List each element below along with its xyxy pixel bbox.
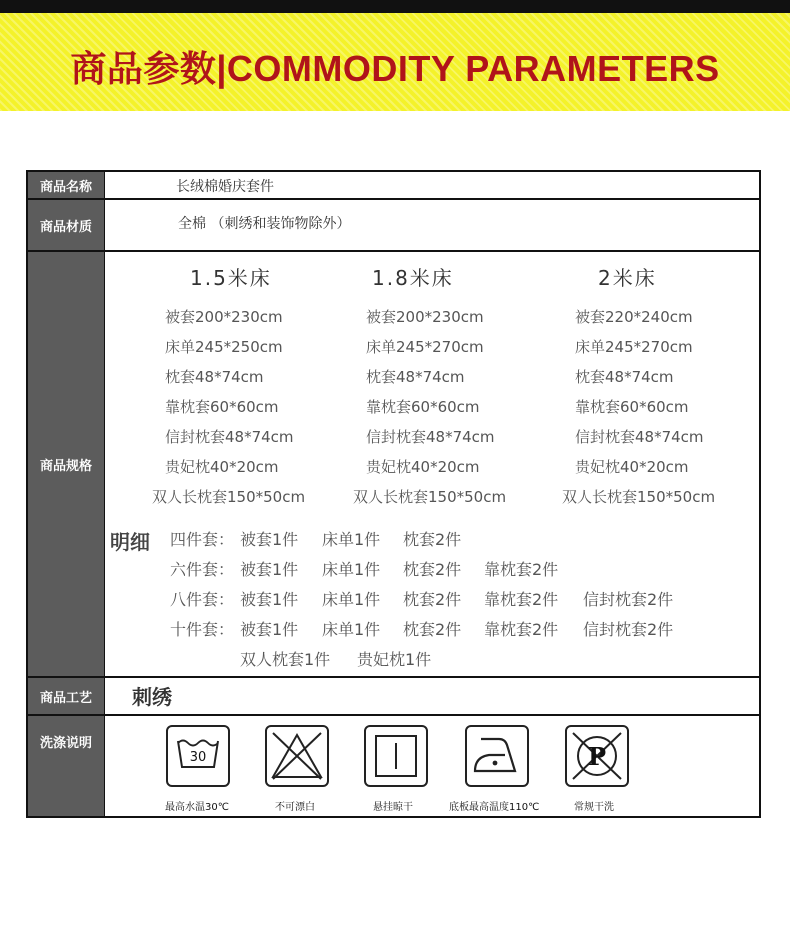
hang-dry-icon [364, 725, 428, 787]
spec-item: 被套220*240cm [575, 308, 693, 326]
row-divider [28, 198, 759, 200]
care-caption: 常规干洗 [574, 802, 614, 813]
craft-value: 刺绣 [132, 685, 172, 709]
detail-item: 床单1件 [322, 560, 381, 579]
spec-item: 枕套48*74cm [366, 368, 465, 386]
spec-item: 贵妃枕40*20cm [165, 458, 279, 476]
detail-item: 贵妃枕1件 [357, 650, 432, 669]
material-value: 全棉 （刺绣和装饰物除外） [178, 216, 351, 232]
wash-temp-number: 30 [189, 750, 207, 765]
spec-column-title: 2米床 [598, 266, 657, 290]
spec-item: 靠枕套60*60cm [366, 398, 480, 416]
detail-item: 靠枕套2件 [484, 620, 559, 639]
care-caption: 不可漂白 [275, 802, 315, 813]
spec-item: 床单245*250cm [165, 338, 283, 356]
detail-item: 枕套2件 [403, 590, 462, 609]
detail-item: 被套1件 [240, 620, 299, 639]
detail-item: 双人枕套1件 [240, 650, 331, 669]
detail-item: 被套1件 [240, 530, 299, 549]
row-divider [28, 714, 759, 716]
detail-item: 床单1件 [322, 590, 381, 609]
label-product-name: 商品名称 [28, 172, 104, 198]
spec-item: 靠枕套60*60cm [165, 398, 279, 416]
detail-item: 床单1件 [322, 620, 381, 639]
top-black-bar [0, 0, 790, 13]
spec-item: 床单245*270cm [575, 338, 693, 356]
care-caption: 悬挂晾干 [373, 802, 413, 813]
spec-item: 枕套48*74cm [165, 368, 264, 386]
spec-column-title: 1.5米床 [190, 266, 272, 290]
detail-item: 被套1件 [240, 560, 299, 579]
detail-item: 被套1件 [240, 590, 299, 609]
spec-item: 信封枕套48*74cm [366, 428, 495, 446]
spec-column-title: 1.8米床 [372, 266, 454, 290]
iron-icon [465, 725, 529, 787]
detail-set-label: 四件套： [170, 530, 235, 549]
spec-item: 贵妃枕40*20cm [575, 458, 689, 476]
detail-item: 枕套2件 [403, 530, 462, 549]
detail-set-label: 十件套： [170, 620, 235, 639]
detail-item: 信封枕套2件 [583, 620, 674, 639]
detail-item: 靠枕套2件 [484, 590, 559, 609]
spec-item: 贵妃枕40*20cm [366, 458, 480, 476]
spec-item: 床单245*270cm [366, 338, 484, 356]
care-caption: 底板最高温度110℃ [449, 802, 540, 813]
label-craft: 商品工艺 [28, 678, 104, 714]
care-caption: 最高水温30℃ [165, 802, 229, 813]
column-divider [104, 172, 105, 816]
header-banner [0, 13, 790, 111]
spec-item: 信封枕套48*74cm [575, 428, 704, 446]
spec-item: 被套200*230cm [366, 308, 484, 326]
spec-item: 双人长枕套150*50cm [152, 488, 306, 506]
label-material: 商品材质 [28, 200, 104, 250]
spec-item: 双人长枕套150*50cm [353, 488, 507, 506]
product-name-value: 长绒棉婚庆套件 [176, 179, 274, 195]
label-spec: 商品规格 [28, 252, 104, 676]
spec-item: 枕套48*74cm [575, 368, 674, 386]
page-title: 商品参数|COMMODITY PARAMETERS [70, 48, 720, 89]
label-wash: 洗涤说明 [28, 716, 104, 816]
spec-item: 双人长枕套150*50cm [562, 488, 716, 506]
spec-item: 被套200*230cm [165, 308, 283, 326]
parameter-table [26, 170, 761, 818]
no-bleach-icon [265, 725, 329, 787]
detail-item: 靠枕套2件 [484, 560, 559, 579]
dry-clean-letter: P [587, 742, 607, 771]
wash-30-icon [166, 725, 230, 787]
dry-clean-p-icon [565, 725, 629, 787]
spec-item: 信封枕套48*74cm [165, 428, 294, 446]
detail-item: 枕套2件 [403, 620, 462, 639]
detail-item: 枕套2件 [403, 560, 462, 579]
row-divider [28, 250, 759, 252]
spec-item: 靠枕套60*60cm [575, 398, 689, 416]
row-divider [28, 676, 759, 678]
detail-set-label: 六件套： [170, 560, 235, 579]
detail-title: 明细 [110, 530, 150, 554]
detail-item: 床单1件 [322, 530, 381, 549]
detail-set-label: 八件套： [170, 590, 235, 609]
detail-item: 信封枕套2件 [583, 590, 674, 609]
